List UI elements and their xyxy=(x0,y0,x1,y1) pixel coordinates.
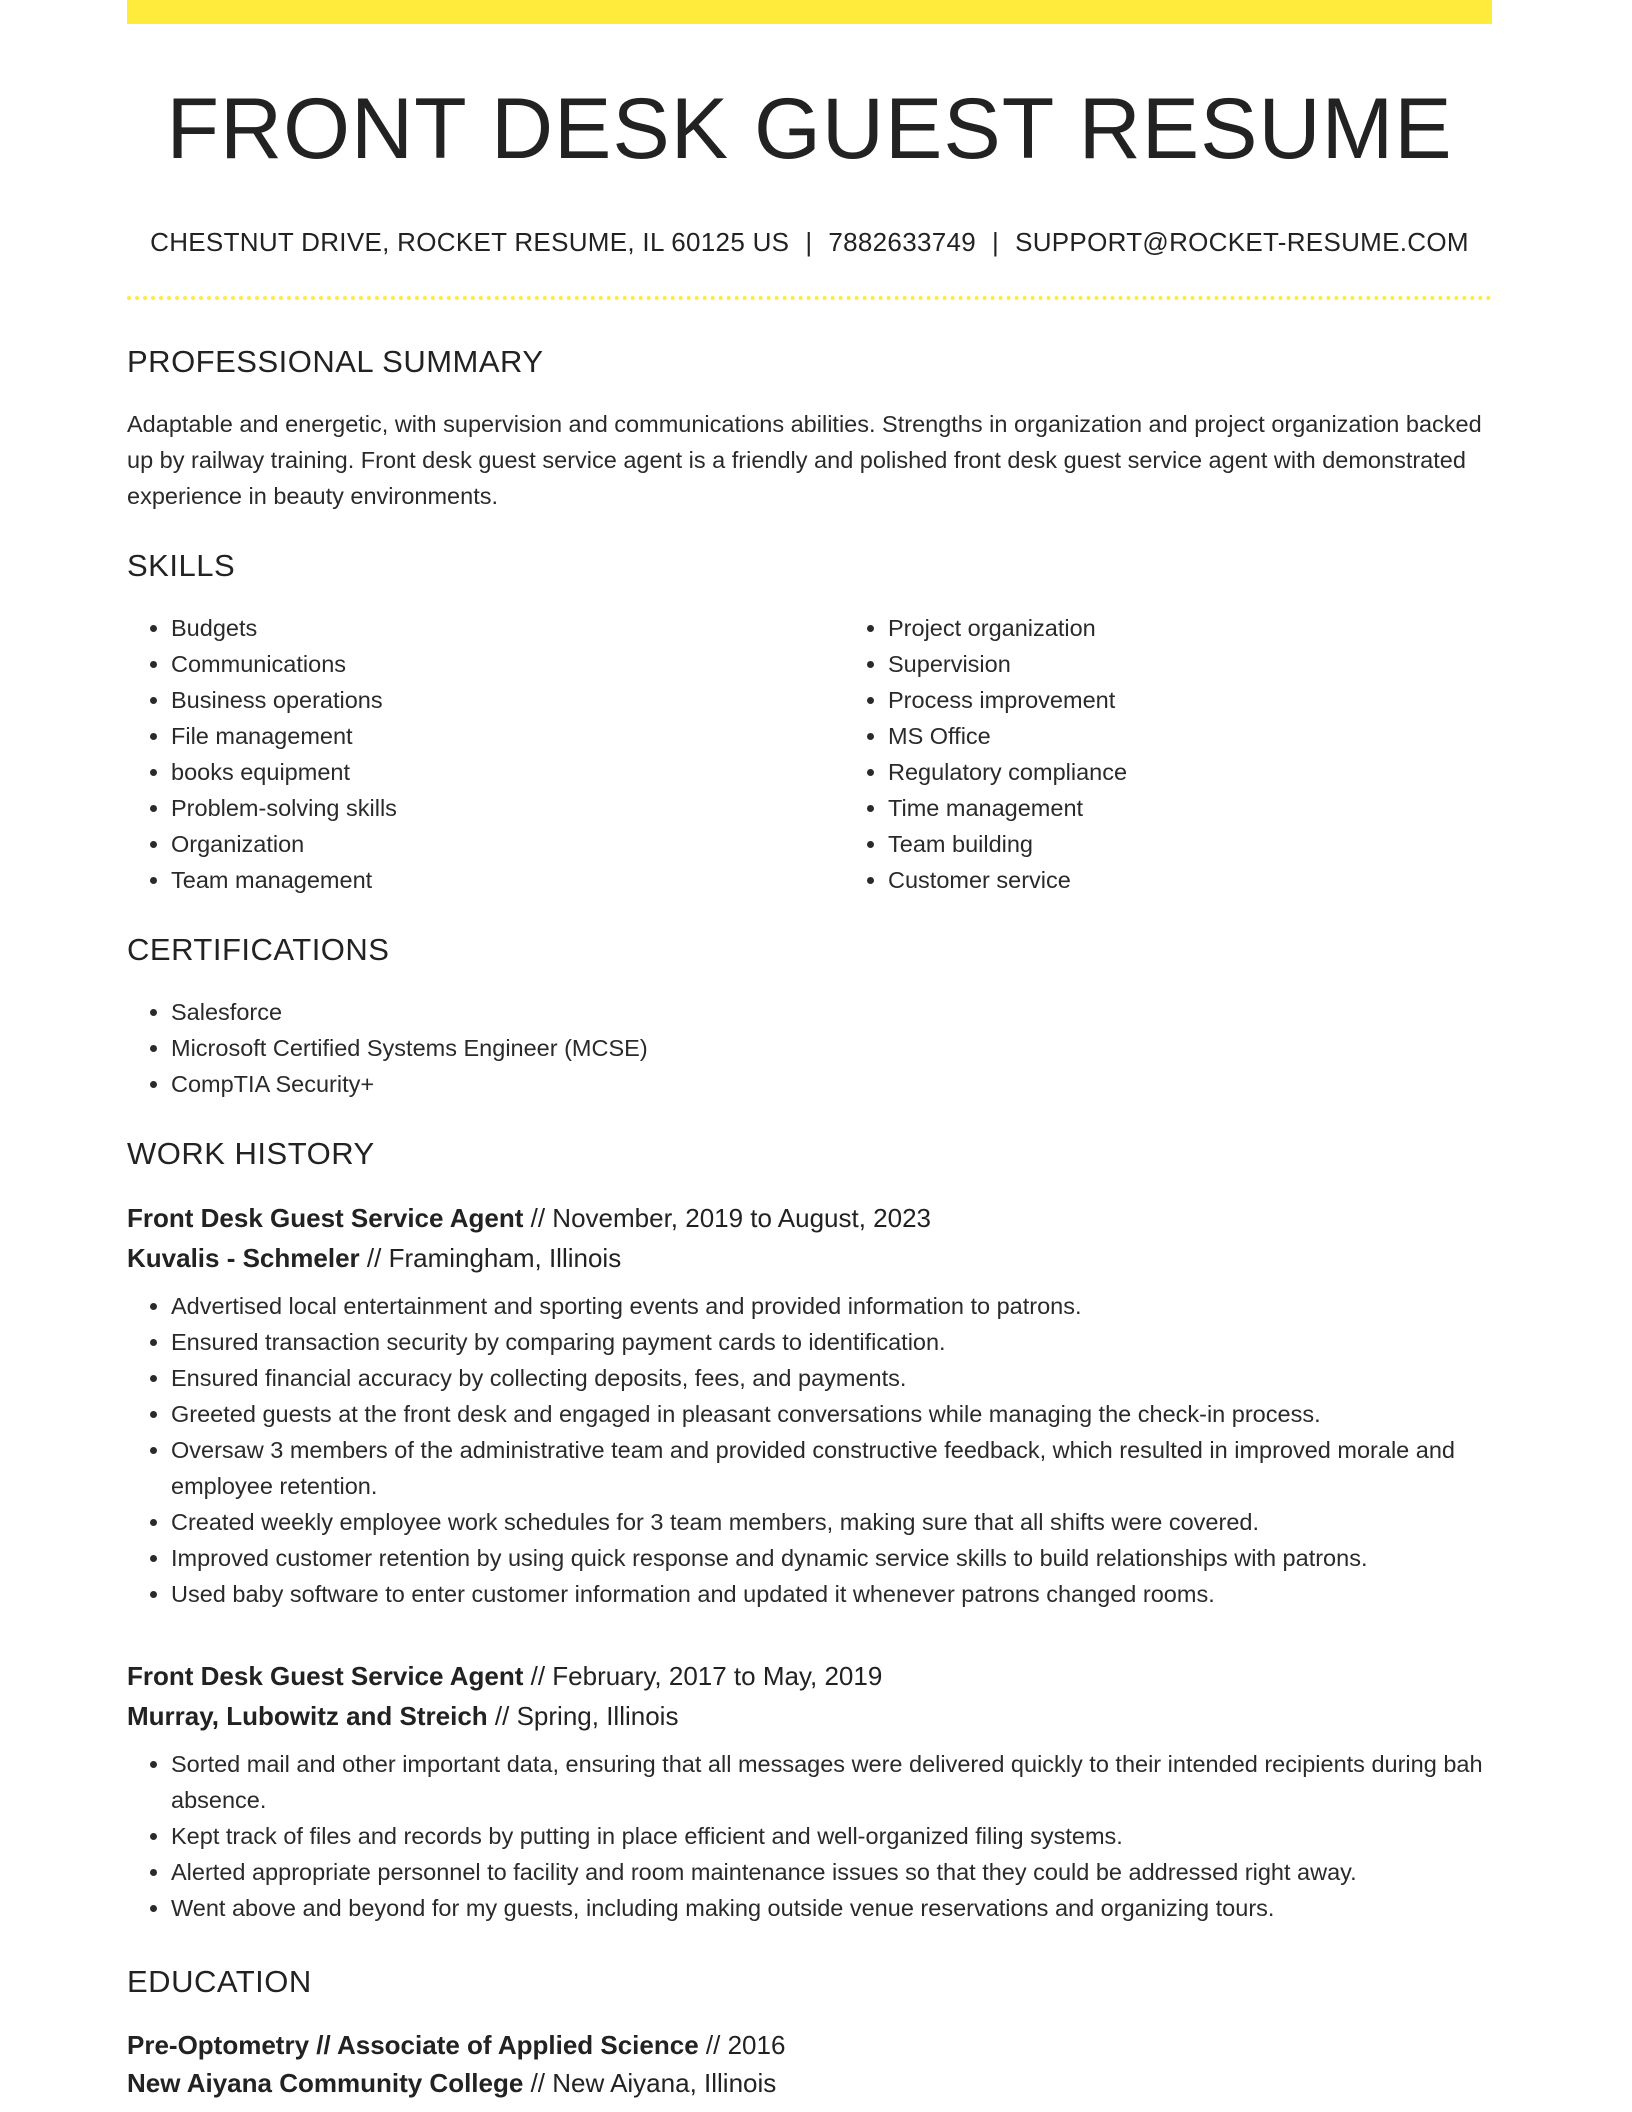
job-bullet: • Kept track of files and records by putting in place efficient and well-organized filing systems. xyxy=(171,1818,1492,1854)
certifications-list xyxy=(127,994,1492,1102)
job-bullets xyxy=(127,1746,1492,1926)
contact-separator: | xyxy=(805,226,813,257)
job-bullet: • Advertised local entertainment and sporting events and provided information to patrons. xyxy=(171,1288,1492,1324)
skill-item: • Budgets xyxy=(171,610,844,646)
certification-item: • CompTIA Security+ xyxy=(171,1066,1492,1102)
skills-right-list xyxy=(844,610,1561,898)
job-bullet: • Greeted guests at the front desk and engaged in pleasant conversations while managing the check-in process. xyxy=(171,1396,1492,1432)
education-entry xyxy=(127,2026,1492,2102)
job-bullet: • Oversaw 3 members of the administrative team and provided constructive feedback, which resulted in improved morale and employee retention. xyxy=(171,1432,1492,1504)
job-dates: February, 2017 to May, 2019 xyxy=(552,1660,883,1691)
skills-columns xyxy=(127,610,1492,898)
job-company: Kuvalis - Schmeler xyxy=(127,1242,360,1273)
certification-item: • Salesforce xyxy=(171,994,1492,1030)
job-company-line xyxy=(127,1696,1492,1736)
job-location: Spring, Illinois xyxy=(516,1700,679,1731)
job-bullet: • Ensured financial accuracy by collecting deposits, fees, and payments. xyxy=(171,1360,1492,1396)
address-text: CHESTNUT DRIVE, ROCKET RESUME, IL 60125 US xyxy=(150,226,790,257)
job-separator: // xyxy=(530,1660,546,1691)
summary-heading: PROFESSIONAL SUMMARY xyxy=(127,343,544,379)
job-title-line xyxy=(127,1656,1492,1696)
resume-page xyxy=(127,0,1492,2102)
education-location: New Aiyana, Illinois xyxy=(552,2067,777,2098)
education-heading: EDUCATION xyxy=(127,1963,312,1999)
job-entry xyxy=(127,1198,1492,1612)
job-bullet: • Went above and beyond for my guests, including making outside venue reservations and organizing tours. xyxy=(171,1890,1492,1926)
skill-item: • Team building xyxy=(888,826,1561,862)
skill-item: • Team management xyxy=(171,862,844,898)
job-entry xyxy=(127,1656,1492,1926)
skills-heading: SKILLS xyxy=(127,547,236,583)
job-separator: // xyxy=(494,1700,510,1731)
job-title-line xyxy=(127,1198,1492,1238)
skill-item: • Supervision xyxy=(888,646,1561,682)
skill-item: • File management xyxy=(171,718,844,754)
contact-line xyxy=(127,227,1492,258)
job-bullet: • Ensured transaction security by comparing payment cards to identification. xyxy=(171,1324,1492,1360)
work-history-heading: WORK HISTORY xyxy=(127,1135,375,1171)
dotted-divider xyxy=(127,296,1492,300)
job-bullet: • Created weekly employee work schedules for 3 team members, making sure that all shifts were covered. xyxy=(171,1504,1492,1540)
certification-item: • Microsoft Certified Systems Engineer (MCSE) xyxy=(171,1030,1492,1066)
job-company: Murray, Lubowitz and Streich xyxy=(127,1700,488,1731)
skill-item: • Communications xyxy=(171,646,844,682)
contact-separator: | xyxy=(992,226,1000,257)
summary-text: Adaptable and energetic, with supervision and communications abilities. Strengths in organization and project organization backed up by railway training. Front desk guest service agent is a friendly and polished front desk guest service agent with demonstrated experience in beauty environments. xyxy=(127,410,1482,509)
job-bullet: • Sorted mail and other important data, ensuring that all messages were delivered quickly to their intended recipients during bah absence. xyxy=(171,1746,1492,1818)
job-company-line xyxy=(127,1238,1492,1278)
job-role: Front Desk Guest Service Agent xyxy=(127,1660,524,1691)
skill-item: • Organization xyxy=(171,826,844,862)
skill-item: • Problem-solving skills xyxy=(171,790,844,826)
job-bullets xyxy=(127,1288,1492,1612)
email-text: SUPPORT@ROCKET-RESUME.COM xyxy=(1015,226,1469,257)
job-dates: November, 2019 to August, 2023 xyxy=(552,1202,932,1233)
education-degree: Pre-Optometry // Associate of Applied Science xyxy=(127,2029,699,2060)
job-separator: // xyxy=(366,1242,382,1273)
job-location: Framingham, Illinois xyxy=(388,1242,622,1273)
certifications-heading: CERTIFICATIONS xyxy=(127,931,390,967)
education-school-line xyxy=(127,2064,1492,2102)
skills-left-list xyxy=(127,610,844,898)
job-role: Front Desk Guest Service Agent xyxy=(127,1202,524,1233)
job-bullet: • Improved customer retention by using quick response and dynamic service skills to build relationships with patrons. xyxy=(171,1540,1492,1576)
skill-item: • Project organization xyxy=(888,610,1561,646)
education-year: 2016 xyxy=(727,2029,786,2060)
resume-title: FRONT DESK GUEST RESUME xyxy=(166,81,1453,177)
education-degree-line xyxy=(127,2026,1492,2064)
skill-item: • Regulatory compliance xyxy=(888,754,1561,790)
education-separator: // xyxy=(705,2029,721,2060)
education-school: New Aiyana Community College xyxy=(127,2067,524,2098)
skill-item: • Process improvement xyxy=(888,682,1561,718)
phone-text: 7882633749 xyxy=(828,226,976,257)
skill-item: • Customer service xyxy=(888,862,1561,898)
job-bullet: • Alerted appropriate personnel to facility and room maintenance issues so that they could be addressed right away. xyxy=(171,1854,1492,1890)
job-separator: // xyxy=(530,1202,546,1233)
skill-item: • Time management xyxy=(888,790,1561,826)
skill-item: • MS Office xyxy=(888,718,1561,754)
accent-bar xyxy=(127,0,1492,24)
skill-item: • Business operations xyxy=(171,682,844,718)
education-separator: // xyxy=(530,2067,546,2098)
skill-item: • books equipment xyxy=(171,754,844,790)
job-bullet: • Used baby software to enter customer information and updated it whenever patrons changed rooms. xyxy=(171,1576,1492,1612)
